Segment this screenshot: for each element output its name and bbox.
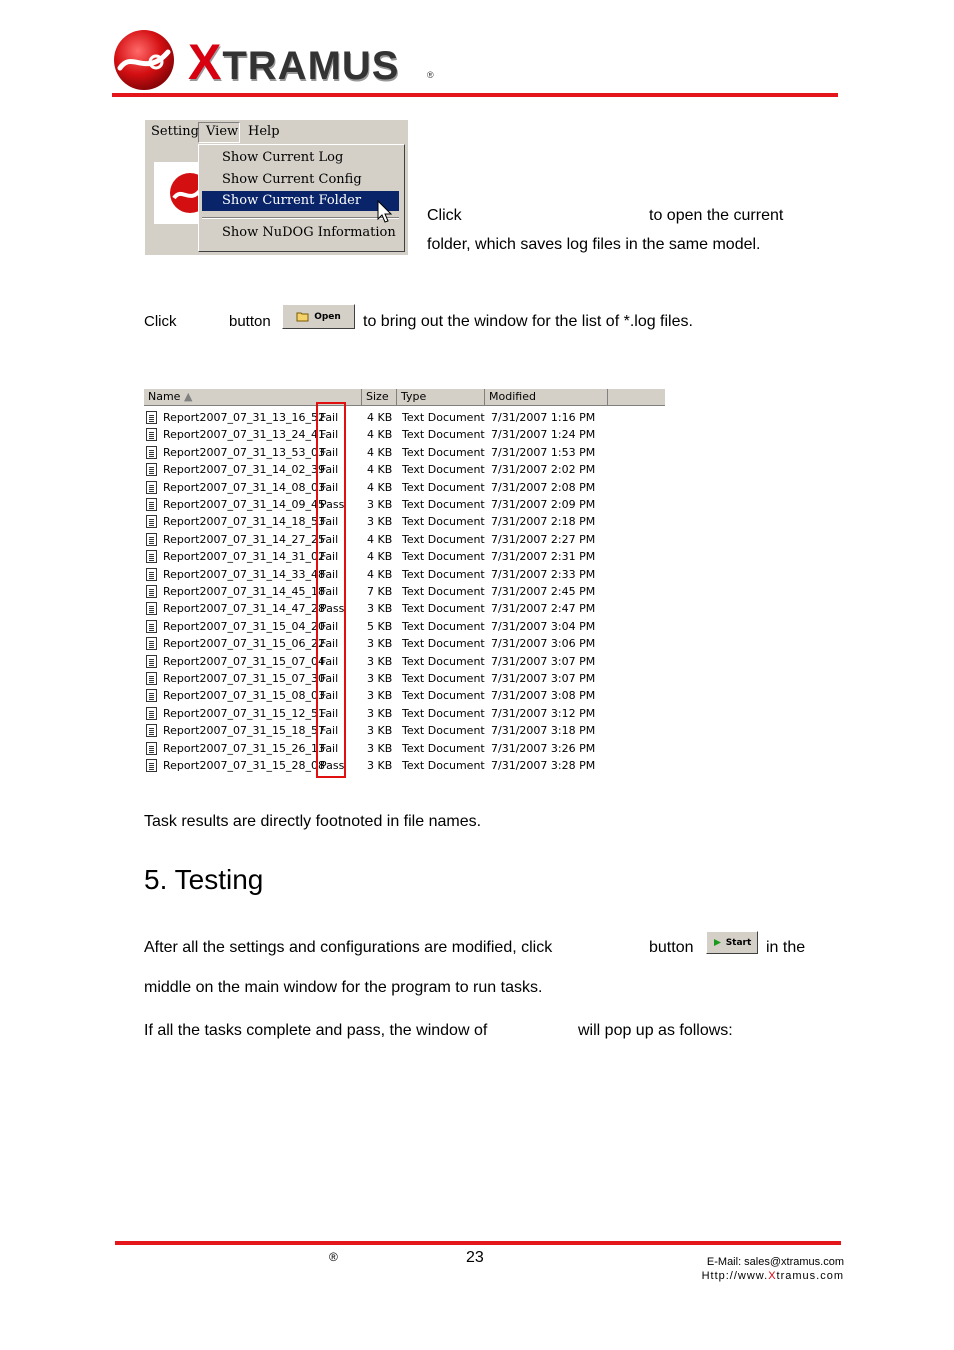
menu-view[interactable]: View bbox=[206, 124, 239, 139]
file-modified: 7/31/2007 3:08 PM bbox=[491, 689, 596, 703]
open-button-word: button bbox=[229, 313, 271, 330]
table-row[interactable] bbox=[144, 740, 665, 757]
text-document-icon bbox=[146, 742, 157, 755]
file-name: Report2007_07_31_14_02_39 bbox=[163, 463, 325, 477]
file-name: Report2007_07_31_15_18_57 bbox=[163, 724, 325, 738]
file-modified: 7/31/2007 2:27 PM bbox=[491, 532, 596, 546]
file-name: Report2007_07_31_15_06_22 bbox=[163, 637, 325, 651]
file-modified: 7/31/2007 3:12 PM bbox=[491, 706, 596, 720]
text-document-icon bbox=[146, 672, 157, 685]
file-name: Report2007_07_31_15_07_30 bbox=[163, 672, 325, 685]
text-document-icon bbox=[146, 428, 157, 441]
file-name: Report2007_07_31_14_31_02 bbox=[163, 550, 325, 564]
file-modified: 7/31/2007 2:45 PM bbox=[491, 585, 596, 598]
file-result: Fail bbox=[320, 463, 339, 477]
file-type: Text Document bbox=[402, 706, 485, 720]
text-document-icon bbox=[146, 550, 157, 563]
file-modified: 7/31/2007 1:53 PM bbox=[491, 445, 596, 459]
file-name: Report2007_07_31_15_04_20 bbox=[163, 619, 325, 633]
footer-registered-mark: ® bbox=[329, 1250, 338, 1264]
file-result: Fail bbox=[320, 585, 339, 598]
testing-line3-prefix: If all the tasks complete and pass, the window of bbox=[144, 1022, 488, 1039]
file-result: Fail bbox=[320, 532, 339, 546]
file-name: Report2007_07_31_14_08_03 bbox=[163, 480, 325, 494]
file-result: Fail bbox=[320, 654, 339, 668]
file-modified: 7/31/2007 1:16 PM bbox=[491, 411, 596, 424]
table-row[interactable] bbox=[144, 687, 665, 704]
table-row[interactable] bbox=[144, 444, 665, 461]
open-suffix-text: to bring out the window for the list of *.log files. bbox=[363, 313, 693, 330]
testing-line2: middle on the main window for the program to run tasks. bbox=[144, 979, 543, 996]
file-modified: 7/31/2007 2:31 PM bbox=[491, 550, 596, 564]
section-heading: 5. Testing bbox=[144, 864, 264, 895]
file-name: Report2007_07_31_13_24_41 bbox=[163, 428, 325, 442]
file-result: Fail bbox=[320, 480, 339, 494]
table-row[interactable] bbox=[144, 566, 665, 583]
table-row[interactable] bbox=[144, 496, 665, 513]
text-document-icon bbox=[146, 707, 157, 720]
page-number: 23 bbox=[466, 1249, 484, 1266]
file-name: Report2007_07_31_15_08_03 bbox=[163, 689, 325, 703]
file-type: Text Document bbox=[402, 428, 485, 442]
menu-setting[interactable]: Setting bbox=[151, 124, 199, 139]
table-row[interactable] bbox=[144, 513, 665, 530]
file-result: Fail bbox=[320, 672, 339, 685]
file-type: Text Document bbox=[402, 445, 485, 459]
open-click-text: Click bbox=[144, 313, 177, 330]
file-name: Report2007_07_31_14_45_18 bbox=[163, 585, 325, 598]
text-document-icon bbox=[146, 446, 157, 459]
file-result: Fail bbox=[320, 445, 339, 459]
file-result: Fail bbox=[320, 515, 339, 529]
file-size: 4 KB bbox=[367, 480, 393, 494]
header-rule bbox=[112, 93, 838, 97]
start-button-label: Start bbox=[725, 937, 752, 948]
file-result: Pass bbox=[320, 759, 345, 772]
file-modified: 7/31/2007 1:24 PM bbox=[491, 428, 596, 442]
file-name: Report2007_07_31_15_26_13 bbox=[163, 741, 325, 755]
file-modified: 7/31/2007 3:26 PM bbox=[491, 741, 596, 755]
footer-url[interactable]: Http://www.Xtramus.com bbox=[701, 1270, 844, 1282]
file-result: Fail bbox=[320, 706, 339, 720]
file-size: 3 KB bbox=[367, 672, 393, 685]
file-name: Report2007_07_31_14_09_45 bbox=[163, 498, 325, 511]
text-document-icon bbox=[146, 620, 157, 633]
file-size: 3 KB bbox=[367, 741, 393, 755]
log-file-list bbox=[144, 389, 665, 781]
text-document-icon bbox=[146, 655, 157, 668]
file-type: Text Document bbox=[402, 637, 485, 651]
file-name: Report2007_07_31_15_07_04 bbox=[163, 654, 325, 668]
click-folder-line2: folder, which saves log files in the same model. bbox=[427, 236, 761, 253]
file-size: 3 KB bbox=[367, 637, 393, 651]
file-result: Fail bbox=[320, 637, 339, 651]
file-result: Fail bbox=[320, 567, 339, 581]
testing-button-word: button bbox=[649, 939, 694, 956]
file-modified: 7/31/2007 2:02 PM bbox=[491, 463, 596, 477]
text-document-icon bbox=[146, 637, 157, 650]
text-document-icon bbox=[146, 515, 157, 528]
file-size: 3 KB bbox=[367, 602, 393, 616]
table-row[interactable] bbox=[144, 409, 665, 426]
start-button[interactable] bbox=[706, 931, 758, 954]
text-document-icon bbox=[146, 463, 157, 476]
text-document-icon bbox=[146, 759, 157, 772]
testing-line3-suffix: will pop up as follows: bbox=[578, 1022, 733, 1039]
text-document-icon bbox=[146, 602, 157, 615]
menu-item-show-current-log[interactable]: Show Current Log bbox=[222, 150, 344, 165]
text-document-icon bbox=[146, 533, 157, 546]
text-document-icon bbox=[146, 724, 157, 737]
menu-separator bbox=[202, 217, 399, 219]
column-name[interactable]: Name ▲ bbox=[144, 389, 362, 405]
file-result: Fail bbox=[320, 724, 339, 738]
result-highlight-box bbox=[316, 402, 346, 778]
table-row[interactable] bbox=[144, 635, 665, 652]
file-type: Text Document bbox=[402, 759, 485, 772]
file-size: 4 KB bbox=[367, 463, 393, 477]
file-type: Text Document bbox=[402, 602, 485, 616]
column-type[interactable]: Type bbox=[397, 389, 485, 405]
file-type: Text Document bbox=[402, 550, 485, 564]
table-row[interactable] bbox=[144, 670, 665, 687]
file-type: Text Document bbox=[402, 463, 485, 477]
file-result: Fail bbox=[320, 411, 339, 424]
file-name: Report2007_07_31_14_47_28 bbox=[163, 602, 325, 616]
file-size: 4 KB bbox=[367, 567, 393, 581]
testing-line1-suffix: in the bbox=[766, 939, 806, 956]
file-type: Text Document bbox=[402, 515, 485, 529]
click-folder-prefix: Click bbox=[427, 207, 462, 224]
table-row[interactable] bbox=[144, 757, 665, 774]
file-result: Fail bbox=[320, 550, 339, 564]
file-result: Pass bbox=[320, 602, 345, 616]
file-result: Fail bbox=[320, 619, 339, 633]
file-type: Text Document bbox=[402, 585, 485, 598]
file-modified: 7/31/2007 3:18 PM bbox=[491, 724, 596, 738]
file-type: Text Document bbox=[402, 654, 485, 668]
file-size: 4 KB bbox=[367, 445, 393, 459]
table-row[interactable] bbox=[144, 583, 665, 600]
file-modified: 7/31/2007 3:07 PM bbox=[491, 672, 596, 685]
text-document-icon bbox=[146, 498, 157, 511]
table-row[interactable] bbox=[144, 705, 665, 722]
file-type: Text Document bbox=[402, 498, 485, 511]
file-result: Fail bbox=[320, 689, 339, 703]
menu-item-show-current-config[interactable]: Show Current Config bbox=[222, 172, 362, 187]
file-name: Report2007_07_31_14_33_48 bbox=[163, 567, 325, 581]
file-size: 4 KB bbox=[367, 411, 393, 424]
file-modified: 7/31/2007 3:04 PM bbox=[491, 619, 596, 633]
table-row[interactable] bbox=[144, 722, 665, 739]
file-size: 7 KB bbox=[367, 585, 393, 598]
open-button[interactable] bbox=[282, 304, 355, 329]
app-window-fragment bbox=[154, 162, 202, 224]
file-name: Report2007_07_31_13_53_03 bbox=[163, 445, 325, 459]
click-folder-suffix: to open the current bbox=[649, 207, 784, 224]
brand-wordmark: XTRAMUS bbox=[188, 34, 400, 90]
table-row[interactable] bbox=[144, 426, 665, 443]
file-size: 3 KB bbox=[367, 759, 393, 772]
file-type: Text Document bbox=[402, 532, 485, 546]
menu-bar bbox=[145, 120, 408, 144]
file-name: Report2007_07_31_14_18_53 bbox=[163, 515, 325, 529]
mouse-cursor-icon bbox=[377, 200, 393, 224]
footer-contact bbox=[702, 1255, 844, 1283]
footer-rule bbox=[115, 1241, 841, 1245]
file-modified: 7/31/2007 2:18 PM bbox=[491, 515, 596, 529]
file-type: Text Document bbox=[402, 724, 485, 738]
file-type: Text Document bbox=[402, 741, 485, 755]
table-row[interactable] bbox=[144, 479, 665, 496]
file-name: Report2007_07_31_15_12_51 bbox=[163, 706, 325, 720]
file-type: Text Document bbox=[402, 480, 485, 494]
folder-icon bbox=[296, 311, 310, 322]
task-results-note: Task results are directly footnoted in file names. bbox=[144, 813, 482, 830]
file-result: Fail bbox=[320, 741, 339, 755]
text-document-icon bbox=[146, 411, 157, 424]
file-type: Text Document bbox=[402, 689, 485, 703]
open-button-label: Open bbox=[314, 311, 341, 322]
text-document-icon bbox=[146, 568, 157, 581]
text-document-icon bbox=[146, 689, 157, 702]
file-modified: 7/31/2007 2:08 PM bbox=[491, 480, 596, 494]
play-icon bbox=[713, 938, 722, 947]
file-modified: 7/31/2007 3:06 PM bbox=[491, 637, 596, 651]
view-menu-screenshot bbox=[145, 120, 408, 255]
file-type: Text Document bbox=[402, 567, 485, 581]
file-type: Text Document bbox=[402, 672, 485, 685]
xtramus-logo-icon bbox=[112, 28, 176, 92]
table-row[interactable] bbox=[144, 531, 665, 548]
file-type: Text Document bbox=[402, 619, 485, 633]
menu-help[interactable]: Help bbox=[248, 124, 280, 139]
file-type: Text Document bbox=[402, 411, 485, 424]
file-result: Pass bbox=[320, 498, 345, 511]
file-size: 3 KB bbox=[367, 706, 393, 720]
brand-registered-mark: ® bbox=[427, 70, 434, 80]
table-row[interactable] bbox=[144, 653, 665, 670]
file-size: 5 KB bbox=[367, 619, 393, 633]
file-modified: 7/31/2007 3:28 PM bbox=[491, 759, 596, 772]
file-name: Report2007_07_31_15_28_08 bbox=[163, 759, 325, 772]
text-document-icon bbox=[146, 585, 157, 598]
sort-up-icon: ▲ bbox=[183, 390, 193, 403]
text-document-icon bbox=[146, 481, 157, 494]
file-modified: 7/31/2007 3:07 PM bbox=[491, 654, 596, 668]
column-modified[interactable]: Modified bbox=[485, 389, 608, 405]
file-size: 4 KB bbox=[367, 532, 393, 546]
menu-item-show-nudog-information[interactable]: Show NuDOG Information bbox=[222, 225, 396, 240]
view-dropdown-menu bbox=[198, 144, 405, 252]
menu-item-show-current-folder[interactable]: Show Current Folder bbox=[202, 191, 399, 211]
file-name: Report2007_07_31_14_27_25 bbox=[163, 532, 325, 546]
table-row[interactable] bbox=[144, 461, 665, 478]
file-modified: 7/31/2007 2:33 PM bbox=[491, 567, 596, 581]
file-size: 4 KB bbox=[367, 550, 393, 564]
file-modified: 7/31/2007 2:09 PM bbox=[491, 498, 596, 511]
app-logo-icon bbox=[154, 162, 202, 224]
file-size: 3 KB bbox=[367, 498, 393, 511]
file-size: 3 KB bbox=[367, 654, 393, 668]
file-size: 3 KB bbox=[367, 515, 393, 529]
table-row[interactable] bbox=[144, 600, 665, 617]
file-modified: 7/31/2007 2:47 PM bbox=[491, 602, 596, 616]
table-row[interactable] bbox=[144, 548, 665, 565]
footer-email[interactable]: E-Mail: sales@xtramus.com bbox=[706, 1256, 844, 1268]
table-row[interactable] bbox=[144, 618, 665, 635]
file-size: 3 KB bbox=[367, 724, 393, 738]
file-size: 4 KB bbox=[367, 428, 393, 442]
file-list-header bbox=[144, 389, 665, 406]
column-size[interactable]: Size bbox=[362, 389, 397, 405]
file-name: Report2007_07_31_13_16_52 bbox=[163, 411, 325, 424]
file-size: 3 KB bbox=[367, 689, 393, 703]
file-result: Fail bbox=[320, 428, 339, 442]
testing-line1-prefix: After all the settings and configurations are modified, click bbox=[144, 939, 553, 956]
